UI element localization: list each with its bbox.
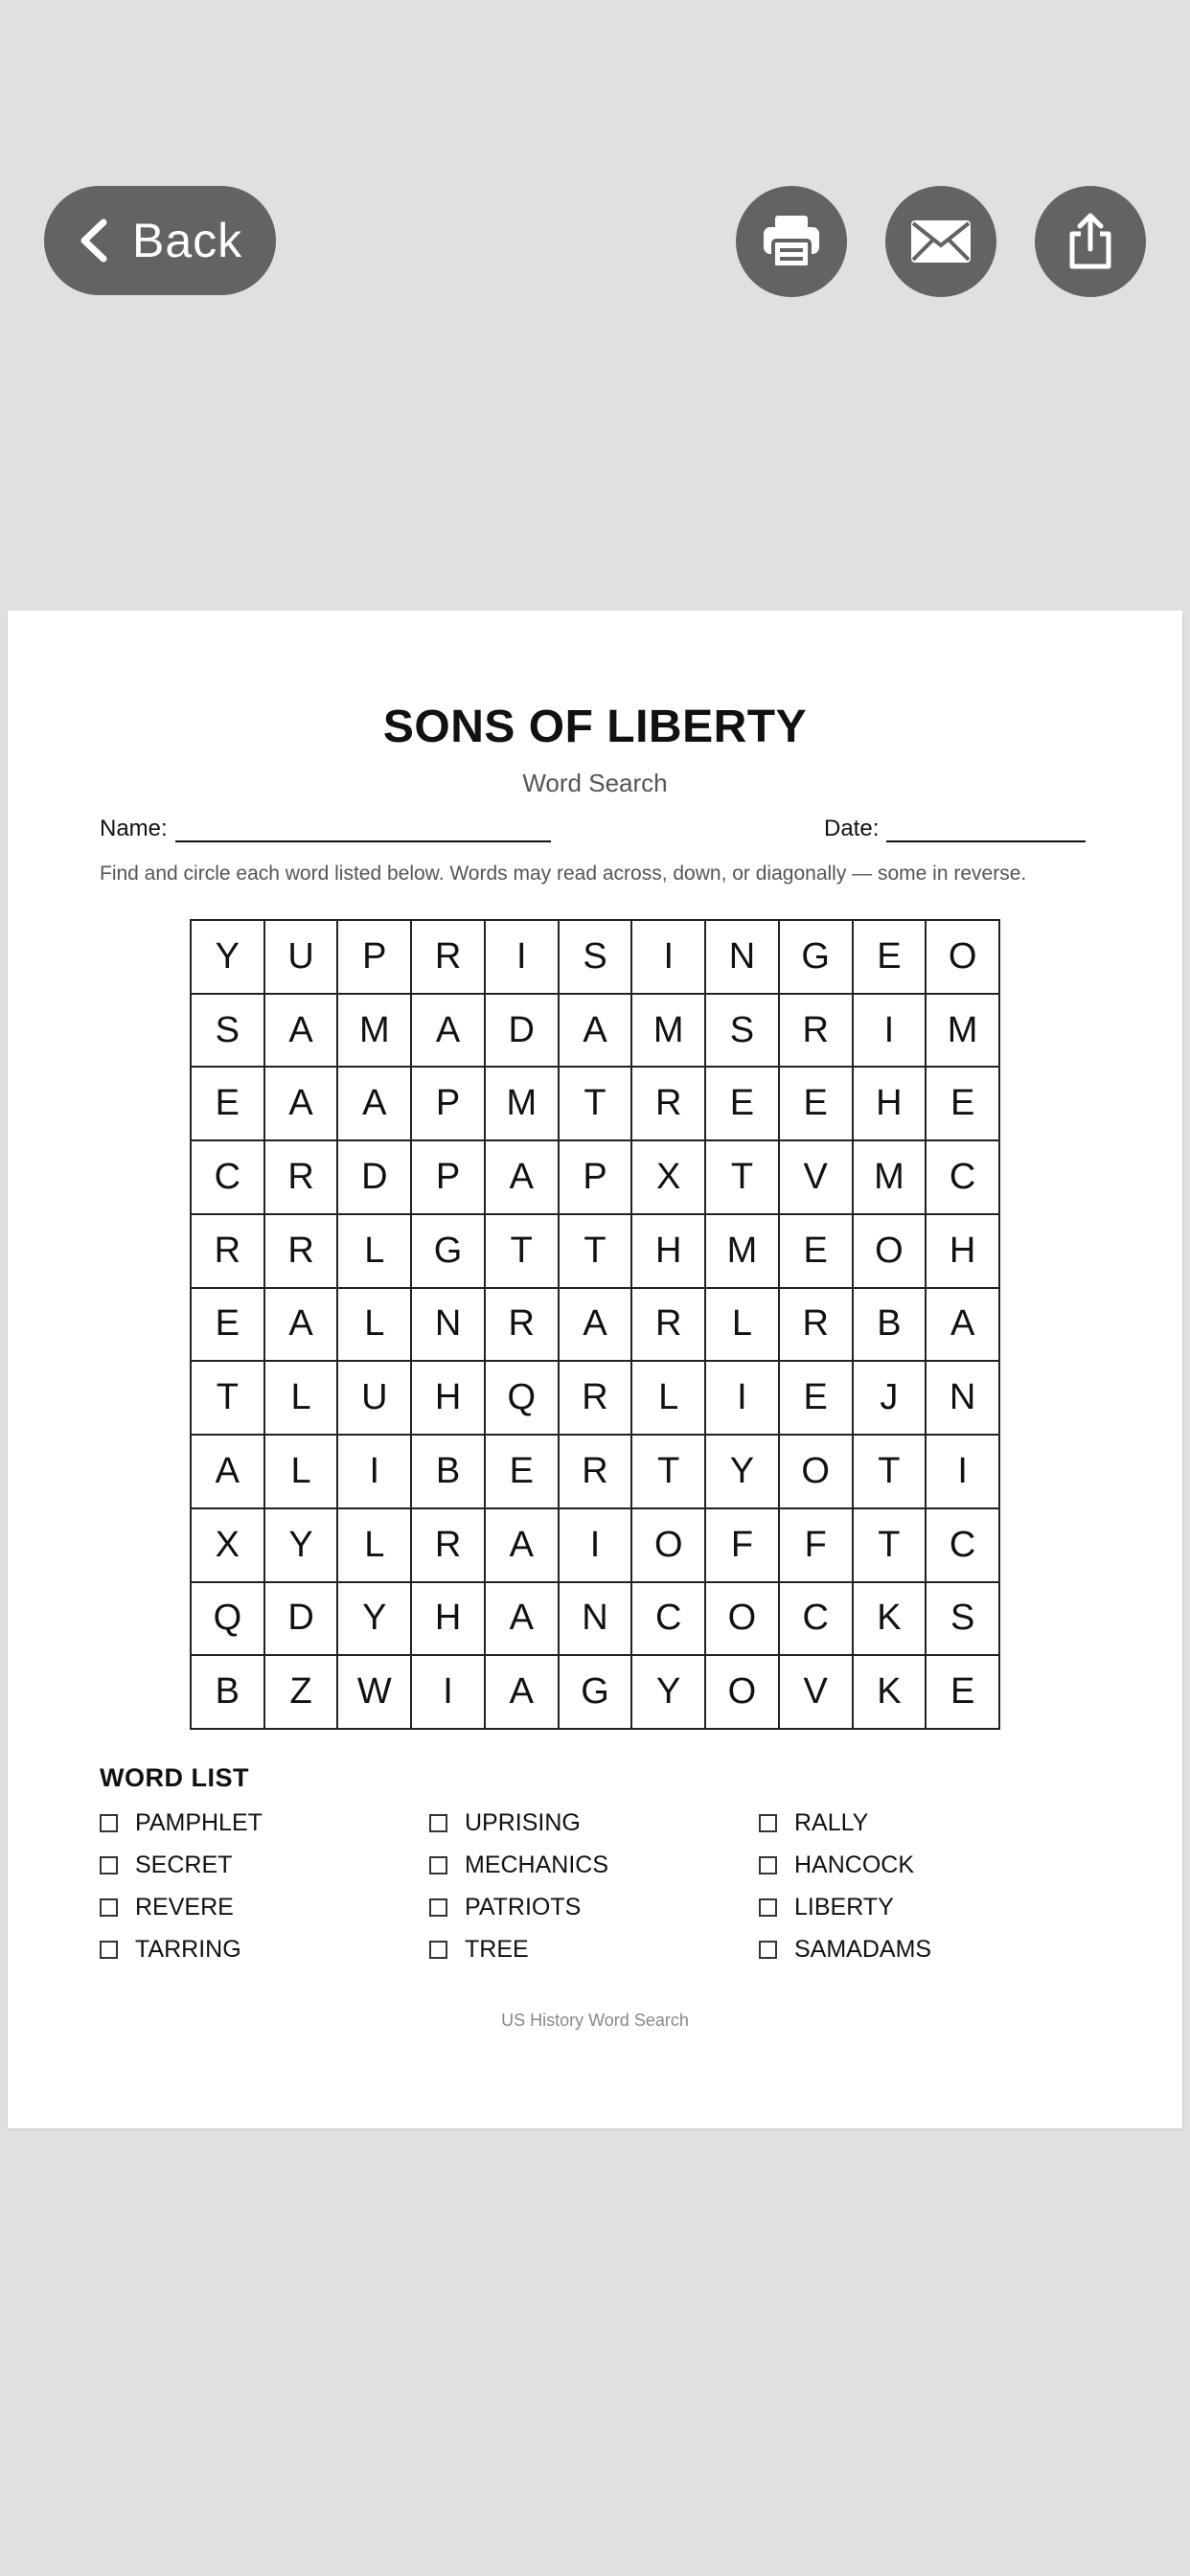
grid-cell[interactable]: A xyxy=(560,995,633,1069)
grid-cell[interactable]: A xyxy=(486,1141,560,1215)
grid-cell[interactable]: R xyxy=(192,1215,265,1289)
checkbox[interactable] xyxy=(100,1856,118,1874)
grid-cell[interactable]: B xyxy=(192,1656,265,1730)
checkbox[interactable] xyxy=(100,1814,118,1832)
back-button[interactable] xyxy=(44,186,276,295)
grid-cell[interactable]: O xyxy=(927,921,1000,995)
grid-cell[interactable]: I xyxy=(706,1362,780,1436)
grid-cell[interactable]: M xyxy=(927,995,1000,1069)
grid-cell[interactable]: H xyxy=(412,1583,486,1657)
grid-cell[interactable]: M xyxy=(632,995,706,1069)
grid-cell[interactable]: P xyxy=(412,1068,486,1141)
grid-cell[interactable]: S xyxy=(706,995,780,1069)
word-label: MECHANICS xyxy=(465,1851,609,1878)
grid-cell[interactable]: I xyxy=(412,1656,486,1730)
grid-cell[interactable]: T xyxy=(192,1362,265,1436)
page-title: SONS OF LIBERTY xyxy=(382,702,808,752)
grid-cell[interactable]: P xyxy=(338,921,412,995)
grid-cell[interactable]: Q xyxy=(192,1583,265,1657)
grid-cell[interactable]: D xyxy=(486,995,560,1069)
checkbox[interactable] xyxy=(429,1941,447,1959)
word-list-item[interactable] xyxy=(429,1802,759,1844)
grid-cell[interactable]: A xyxy=(412,995,486,1069)
grid-cell[interactable]: Y xyxy=(192,921,265,995)
grid-cell[interactable]: O xyxy=(780,1436,854,1509)
grid-cell[interactable]: T xyxy=(706,1141,780,1215)
grid-cell[interactable]: T xyxy=(486,1215,560,1289)
word-label: PATRIOTS xyxy=(465,1893,582,1920)
grid-cell[interactable]: G xyxy=(560,1656,633,1730)
word-list-item[interactable] xyxy=(100,1844,429,1886)
grid-cell[interactable]: Y xyxy=(632,1656,706,1730)
grid-cell[interactable]: I xyxy=(632,921,706,995)
grid-cell[interactable]: G xyxy=(412,1215,486,1289)
checkbox[interactable] xyxy=(759,1941,777,1959)
grid-cell[interactable]: V xyxy=(780,1656,854,1730)
grid-cell[interactable]: I xyxy=(927,1436,1000,1509)
grid-cell[interactable]: D xyxy=(265,1583,339,1657)
grid-cell[interactable]: C xyxy=(927,1141,1000,1215)
word-label: UPRISING xyxy=(465,1808,581,1836)
word-list-item[interactable] xyxy=(759,1844,1046,1886)
grid-cell[interactable]: K xyxy=(854,1656,927,1730)
grid-cell[interactable]: P xyxy=(560,1141,633,1215)
chevron-left-icon xyxy=(77,218,113,263)
grid-cell[interactable]: L xyxy=(338,1509,412,1583)
grid-cell[interactable]: O xyxy=(706,1656,780,1730)
grid-cell[interactable]: N xyxy=(927,1362,1000,1436)
grid-cell[interactable]: M xyxy=(338,995,412,1069)
word-list-item[interactable] xyxy=(759,1886,1046,1928)
grid-cell[interactable]: C xyxy=(192,1141,265,1215)
date-line xyxy=(886,817,1086,842)
grid-cell[interactable]: H xyxy=(854,1068,927,1141)
grid-cell[interactable]: D xyxy=(338,1141,412,1215)
word-label: RALLY xyxy=(794,1808,869,1836)
checkbox[interactable] xyxy=(759,1898,777,1917)
envelope-icon xyxy=(911,220,971,263)
grid-cell[interactable]: I xyxy=(854,995,927,1069)
grid-cell[interactable]: U xyxy=(338,1362,412,1436)
worksheet-page xyxy=(8,610,1182,2128)
grid-cell[interactable]: T xyxy=(560,1068,633,1141)
grid-cell[interactable]: F xyxy=(706,1509,780,1583)
grid-cell[interactable]: R xyxy=(265,1141,339,1215)
word-list-item[interactable] xyxy=(759,1802,1046,1844)
grid-cell[interactable]: K xyxy=(854,1583,927,1657)
printer-icon xyxy=(762,214,821,269)
grid-cell[interactable]: E xyxy=(706,1068,780,1141)
grid-cell[interactable]: R xyxy=(560,1436,633,1509)
checkbox[interactable] xyxy=(100,1941,118,1959)
word-list-item[interactable] xyxy=(100,1928,429,1970)
grid-cell[interactable]: B xyxy=(854,1289,927,1363)
grid-cell[interactable]: V xyxy=(780,1141,854,1215)
grid-cell[interactable]: O xyxy=(632,1509,706,1583)
name-label: Name: xyxy=(100,816,168,841)
word-list-item[interactable] xyxy=(429,1886,759,1928)
grid-cell[interactable]: L xyxy=(338,1215,412,1289)
email-button[interactable] xyxy=(885,186,996,297)
word-list-item[interactable] xyxy=(429,1928,759,1970)
grid-cell[interactable]: Y xyxy=(265,1509,339,1583)
grid-cell[interactable]: A xyxy=(486,1583,560,1657)
grid-cell[interactable]: A xyxy=(192,1436,265,1509)
word-list-title: WORD LIST xyxy=(100,1763,249,1792)
grid-cell[interactable]: E xyxy=(192,1068,265,1141)
grid-cell[interactable]: W xyxy=(338,1656,412,1730)
checkbox[interactable] xyxy=(429,1856,447,1874)
grid-cell[interactable]: S xyxy=(560,921,633,995)
word-list-item[interactable] xyxy=(100,1802,429,1844)
grid-cell[interactable]: R xyxy=(265,1215,339,1289)
checkbox[interactable] xyxy=(759,1814,777,1832)
word-list-item[interactable] xyxy=(429,1844,759,1886)
date-label: Date: xyxy=(824,816,880,841)
word-label: HANCOCK xyxy=(794,1851,915,1878)
grid-cell[interactable]: I xyxy=(338,1436,412,1509)
grid-cell[interactable]: Q xyxy=(486,1362,560,1436)
grid-cell[interactable]: X xyxy=(632,1141,706,1215)
word-label: TREE xyxy=(465,1935,529,1963)
grid-cell[interactable]: L xyxy=(632,1362,706,1436)
grid-cell[interactable]: R xyxy=(632,1289,706,1363)
grid-cell[interactable]: A xyxy=(927,1289,1000,1363)
grid-cell[interactable]: C xyxy=(780,1583,854,1657)
word-label: PAMPHLET xyxy=(135,1808,263,1836)
grid-cell[interactable]: T xyxy=(560,1215,633,1289)
word-label: SAMADAMS xyxy=(794,1935,932,1963)
grid-cell[interactable]: A xyxy=(486,1509,560,1583)
grid-cell[interactable]: N xyxy=(706,921,780,995)
checkbox[interactable] xyxy=(429,1898,447,1917)
grid-cell[interactable]: E xyxy=(927,1068,1000,1141)
name-line xyxy=(175,817,551,842)
print-button[interactable] xyxy=(736,186,847,297)
checkbox[interactable] xyxy=(759,1856,777,1874)
back-button-label: Back xyxy=(132,214,243,267)
word-list xyxy=(100,1802,1058,1970)
grid-cell[interactable]: E xyxy=(854,921,927,995)
grid-cell[interactable]: R xyxy=(780,1289,854,1363)
word-label: TARRING xyxy=(135,1935,241,1963)
word-label: SECRET xyxy=(135,1851,233,1878)
grid-cell[interactable]: H xyxy=(927,1215,1000,1289)
grid-cell[interactable]: T xyxy=(854,1436,927,1509)
grid-cell[interactable]: E xyxy=(780,1215,854,1289)
share-icon xyxy=(1066,213,1114,270)
date-field xyxy=(824,816,1086,842)
grid-cell[interactable]: N xyxy=(560,1583,633,1657)
grid-cell[interactable]: E xyxy=(780,1068,854,1141)
grid-cell[interactable]: A xyxy=(486,1656,560,1730)
word-list-item[interactable] xyxy=(759,1928,1046,1970)
grid-cell[interactable]: R xyxy=(780,995,854,1069)
grid-cell[interactable]: M xyxy=(854,1141,927,1215)
word-label: LIBERTY xyxy=(794,1893,894,1920)
name-field xyxy=(100,816,551,842)
grid-cell[interactable]: E xyxy=(192,1289,265,1363)
grid-cell[interactable]: R xyxy=(412,1509,486,1583)
grid-cell[interactable]: E xyxy=(486,1436,560,1509)
grid-cell[interactable]: O xyxy=(706,1583,780,1657)
grid-cell[interactable]: I xyxy=(560,1509,633,1583)
grid-cell[interactable]: R xyxy=(560,1362,633,1436)
grid-cell[interactable]: T xyxy=(854,1509,927,1583)
checkbox[interactable] xyxy=(429,1814,447,1832)
grid-cell[interactable]: S xyxy=(927,1583,1000,1657)
grid-cell[interactable]: L xyxy=(265,1436,339,1509)
footer-text: US History Word Search xyxy=(501,2011,689,2030)
grid-cell[interactable]: A xyxy=(560,1289,633,1363)
grid-cell[interactable]: G xyxy=(780,921,854,995)
share-button[interactable] xyxy=(1035,186,1146,297)
grid-cell[interactable]: Z xyxy=(265,1656,339,1730)
grid-cell[interactable]: A xyxy=(338,1068,412,1141)
grid-cell[interactable]: O xyxy=(854,1215,927,1289)
grid-cell[interactable]: J xyxy=(854,1362,927,1436)
grid-cell[interactable]: R xyxy=(412,921,486,995)
grid-cell[interactable]: N xyxy=(412,1289,486,1363)
page-subtitle: Word Search xyxy=(522,769,668,797)
grid-cell[interactable]: Y xyxy=(706,1436,780,1509)
grid-cell[interactable]: A xyxy=(265,1289,339,1363)
grid-cell[interactable]: M xyxy=(486,1068,560,1141)
grid-cell[interactable]: A xyxy=(265,1068,339,1141)
grid-cell[interactable]: L xyxy=(706,1289,780,1363)
grid-cell[interactable]: E xyxy=(780,1362,854,1436)
grid-cell[interactable]: H xyxy=(412,1362,486,1436)
word-label: REVERE xyxy=(135,1893,234,1920)
grid-cell[interactable]: F xyxy=(780,1509,854,1583)
grid-cell[interactable]: C xyxy=(632,1583,706,1657)
grid-cell[interactable]: E xyxy=(927,1656,1000,1730)
grid-cell[interactable]: R xyxy=(632,1068,706,1141)
grid-cell[interactable]: I xyxy=(486,921,560,995)
grid-cell[interactable]: U xyxy=(265,921,339,995)
grid-cell[interactable]: S xyxy=(192,995,265,1069)
grid-cell[interactable]: R xyxy=(486,1289,560,1363)
grid-cell[interactable]: P xyxy=(412,1141,486,1215)
grid-cell[interactable]: X xyxy=(192,1509,265,1583)
instructions-text: Find and circle each word listed below. Words may read across, down, or diagonally — some in reverse. xyxy=(100,862,1027,885)
grid-cell[interactable]: A xyxy=(265,995,339,1069)
word-list-item[interactable] xyxy=(100,1886,429,1928)
grid-cell[interactable]: B xyxy=(412,1436,486,1509)
grid-cell[interactable]: M xyxy=(706,1215,780,1289)
checkbox[interactable] xyxy=(100,1898,118,1917)
grid-cell[interactable]: L xyxy=(338,1289,412,1363)
word-search-grid xyxy=(190,919,1000,1730)
grid-cell[interactable]: Y xyxy=(338,1583,412,1657)
grid-cell[interactable]: L xyxy=(265,1362,339,1436)
grid-cell[interactable]: C xyxy=(927,1509,1000,1583)
grid-cell[interactable]: T xyxy=(632,1436,706,1509)
grid-cell[interactable]: H xyxy=(632,1215,706,1289)
